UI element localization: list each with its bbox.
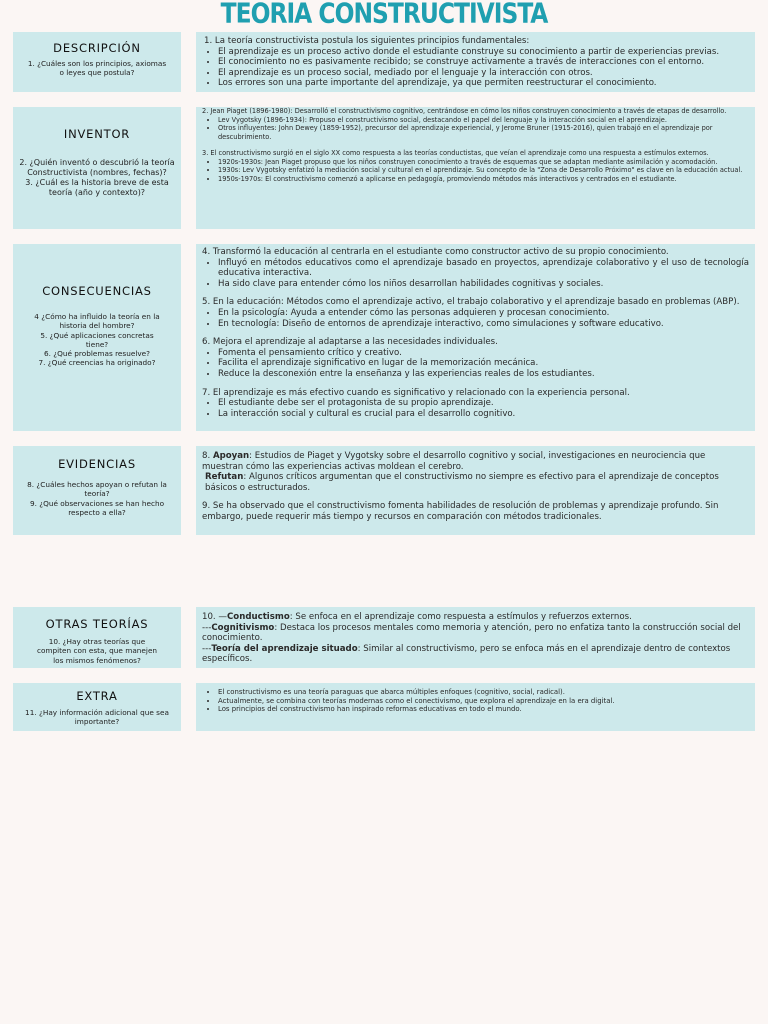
- list-item: • El constructivismo es una teoría paraguas que abarca múltiples enfoques (cognitivo, social, radical).: [218, 688, 749, 697]
- cognitivismo-label: Cognitivismo: [211, 622, 275, 633]
- list-item: • Los principios del constructivismo han inspirado reformas educativas en todo el mundo.: [218, 705, 749, 714]
- descripcion-content-box: [196, 32, 755, 92]
- descripcion-label-box: [13, 32, 181, 92]
- extra-content-box: [196, 683, 755, 731]
- otras-line-1: [202, 612, 749, 623]
- extra-heading: EXTRA: [76, 689, 118, 703]
- list-item: • En la psicología: Ayuda a entender cómo las personas adquieren y procesan conocimiento.: [218, 308, 749, 319]
- otras-line-2: [202, 623, 749, 644]
- list-item: • Facilita el aprendizaje significativo en lugar de la memorización mecánica.: [218, 358, 749, 369]
- inventor-heading: INVENTOR: [63, 127, 131, 141]
- evidencias-p8-refutan: [202, 472, 749, 493]
- otras-line-2-prefix: ---: [202, 622, 212, 633]
- aprendizaje-situado-text: : Similar al constructivismo, pero se enfoca más en el aprendizaje dentro de contextos específicos.: [202, 643, 731, 665]
- list-item: • Lev Vygotsky (1896-1934): Propuso el constructivismo social, destacando el papel del lenguaje y la interacción social en el aprendizaje.: [218, 116, 749, 125]
- evidencias-question: 8. ¿Cuáles hechos apoyan o refutan la teoría? 9. ¿Qué observaciones se han hecho respecto a ella?: [27, 480, 167, 517]
- list-item: • El aprendizaje es un proceso social, mediado por el lenguaje y la interacción con otros.: [218, 68, 749, 79]
- list-item: • Influyó en métodos educativos como el aprendizaje basado en proyectos, aprendizaje colaborativo y el uso de tecnología educativa interactiva.: [218, 258, 749, 279]
- aprendizaje-situado-label: Teoría del aprendizaje situado: [211, 643, 358, 654]
- consecuencias-p6: 6. Mejora el aprendizaje al adaptarse a las necesidades individuales.: [202, 337, 498, 348]
- list-item: • El conocimiento no es pasivamente recibido; se construye activamente a través de interacciones con el entorno.: [218, 57, 749, 68]
- inventor-list-2: [202, 116, 749, 142]
- otras-content-box: [196, 607, 755, 668]
- consecuencias-p7: 7. El aprendizaje es más efectivo cuando es significativo y relacionado con la experiencia personal.: [202, 387, 630, 398]
- inventor-content-box: [196, 107, 755, 229]
- consecuencias-content-box: [196, 244, 755, 431]
- descripcion-list: [202, 47, 749, 89]
- consecuencias-label-box: [13, 244, 181, 431]
- list-item: • 1930s: Lev Vygotsky enfatizó la mediación social y cultural en el aprendizaje. Su concepto de la "Zona de Desarrollo Próximo" es clave en la educación actual.: [218, 166, 749, 175]
- list-item: • Otros influyentes: John Dewey (1859-1952), precursor del aprendizaje experiencial, y Jerome Bruner (1915-2016), quien trabajó en el aprendizaje por descubrimiento.: [218, 124, 749, 141]
- consecuencias-heading: CONSECUENCIAS: [42, 284, 152, 298]
- consecuencias-question: 4 ¿Cómo ha influido la teoría en la historia del hombre? 5. ¿Qué aplicaciones concretas tiene? 6. ¿Qué problemas resuelve? 7. ¿Qué creencias ha originado?: [34, 312, 160, 368]
- page-title: TEORIA CONSTRUCTIVISTA: [220, 0, 548, 30]
- consecuencias-list-7: [202, 398, 749, 419]
- list-item: • 1920s-1930s: Jean Piaget propuso que los niños construyen conocimiento a través de esquemas que se adaptan mediante asimilación y acomodación.: [218, 158, 749, 167]
- apoyan-text: : Estudios de Piaget y Vygotsky sobre el desarrollo cognitivo y social, investigaciones en neurociencia que muestran cómo las experiencias activas moldean el cerebro.: [202, 451, 706, 472]
- list-item: • Los errores son una parte importante del aprendizaje, ya que permiten reestructurar el conocimiento.: [218, 78, 749, 89]
- list-item: • Ha sido clave para entender cómo los niños desarrollan habilidades cognitivas y sociales.: [218, 279, 749, 290]
- consecuencias-p4: 4. Transformó la educación al centrarla en el estudiante como constructor activo de su propio conocimiento.: [202, 247, 669, 257]
- conductismo-text: : Se enfoca en el aprendizaje como respuesta a estímulos y refuerzos externos.: [289, 612, 632, 622]
- evidencias-label-box: [13, 446, 181, 535]
- extra-label-box: [13, 683, 181, 731]
- otras-question: 10. ¿Hay otras teorías que compiten con esta, que manejen los mismos fenómenos?: [36, 637, 158, 665]
- cognitivismo-text: : Destaca los procesos mentales como memoria y atención, pero no enfatiza tanto la construcción social del conocimiento.: [202, 622, 741, 644]
- consecuencias-list-6: [202, 348, 749, 380]
- list-item: • El aprendizaje es un proceso activo donde el estudiante construye su conocimiento a partir de experiencias previas.: [218, 47, 749, 58]
- evidencias-heading: EVIDENCIAS: [58, 457, 136, 471]
- evidencias-p8-apoyan: [202, 451, 749, 472]
- list-item: • En tecnología: Diseño de entornos de aprendizaje interactivo, como simulaciones y software educativo.: [218, 319, 749, 330]
- conductismo-label: Conductismo: [227, 612, 290, 622]
- extra-question: 11. ¿Hay información adicional que sea importante?: [25, 708, 169, 727]
- otras-line-1-prefix: 10. —: [202, 612, 227, 622]
- evidencias-p8-prefix: 8.: [202, 451, 213, 461]
- refutan-label: Refutan: [205, 472, 244, 483]
- evidencias-p9: 9. Se ha observado que el constructivismo fomenta habilidades de resolución de problemas y aprendizaje profundo. Sin embargo, puede requerir más tiempo y recursos en comparación con métodos tradicionales.: [202, 501, 719, 522]
- inventor-question: 2. ¿Quién inventó o descubrió la teoría Constructivista (nombres, fechas)? 3. ¿Cuál es la historia breve de esta teoría (año y contexto)?: [19, 158, 175, 197]
- refutan-text: : Algunos críticos argumentan que el constructivismo no siempre es efectivo para el aprendizaje de conceptos básicos o estructurados.: [205, 472, 719, 493]
- apoyan-label: Apoyan: [212, 451, 250, 461]
- otras-line-3-prefix: ---: [202, 643, 212, 654]
- consecuencias-list-5: [202, 308, 749, 329]
- consecuencias-p5: 5. En la educación: Métodos como el aprendizaje activo, el trabajo colaborativo y el aprendizaje basado en problemas (ABP).: [202, 297, 740, 308]
- list-item: • El estudiante debe ser el protagonista de su propio aprendizaje.: [218, 398, 749, 409]
- otras-heading: OTRAS TEORÍAS: [45, 617, 149, 631]
- inventor-p2: 2. Jean Piaget (1896-1980): Desarrolló el constructivismo cognitivo, centrándose en cómo los niños construyen conocimiento a través de etapas de desarrollo.: [202, 107, 727, 115]
- list-item: • Fomenta el pensamiento crítico y creativo.: [218, 348, 749, 359]
- inventor-p3: 3. El constructivismo surgió en el siglo XX como respuesta a las teorías conductistas, que veían el aprendizaje como una respuesta a estímulos externos.: [202, 149, 709, 157]
- consecuencias-list-4: [202, 258, 749, 290]
- otras-line-3: [202, 644, 749, 665]
- descripcion-question: 1. ¿Cuáles son los principios, axiomas o leyes que postula?: [27, 59, 167, 78]
- otras-label-box: [13, 607, 181, 668]
- descripcion-intro: 1. La teoría constructivista postula los siguientes principios fundamentales:: [204, 36, 530, 46]
- list-item: • Reduce la desconexión entre la enseñanza y las experiencias reales de los estudiantes.: [218, 369, 749, 380]
- list-item: • 1950s-1970s: El constructivismo comenzó a aplicarse en pedagogía, promoviendo métodos más interactivos y centrados en el estudiante.: [218, 175, 749, 184]
- inventor-label-box: [13, 107, 181, 229]
- inventor-list-3: [202, 158, 749, 184]
- list-item: • Actualmente, se combina con teorías modernas como el conectivismo, que explora el aprendizaje en la era digital.: [218, 697, 749, 706]
- evidencias-content-box: [196, 446, 755, 535]
- descripcion-heading: DESCRIPCIÓN: [53, 41, 141, 55]
- extra-list: [202, 688, 749, 714]
- list-item: • La interacción social y cultural es crucial para el desarrollo cognitivo.: [218, 409, 749, 420]
